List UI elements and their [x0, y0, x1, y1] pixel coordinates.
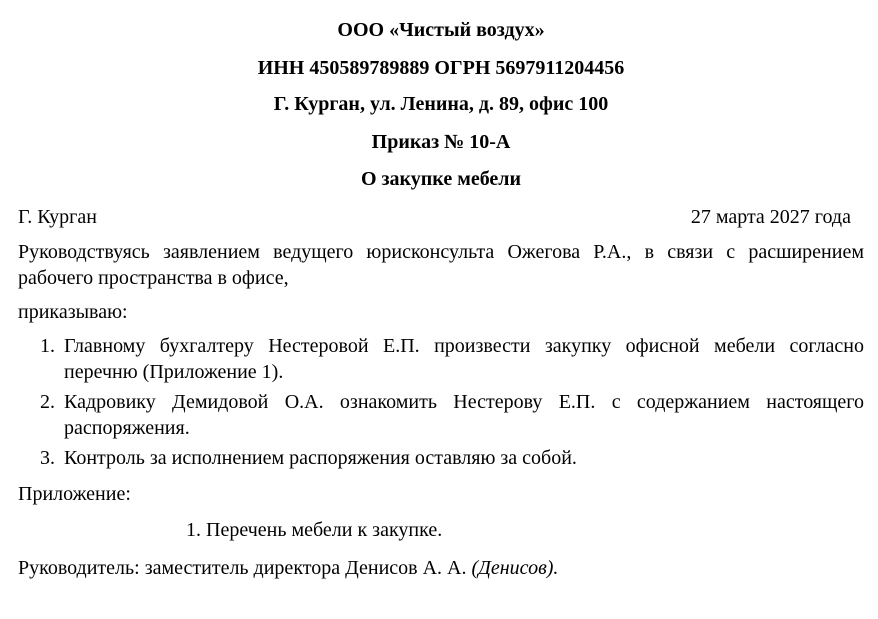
list-item [40, 333, 864, 385]
company-requisites: ИНН 450589789889 ОГРН 5697911204456 [257, 57, 625, 79]
list-item [40, 445, 864, 471]
company-name: ООО «Чистый воздух» [337, 19, 545, 41]
item-text: Кадровику Демидовой О.А. ознакомить Нестерову Е.П. с содержанием настоящего распоряжения. [64, 391, 864, 439]
order-document [18, 18, 864, 581]
item-number: 3. [40, 447, 55, 469]
order-number: Приказ № 10-А [371, 131, 511, 153]
date: 27 марта 2027 года [690, 206, 851, 228]
item-number: 2. [40, 391, 55, 413]
attachments-label: Приложение: [18, 483, 131, 505]
signature-text: Руководитель: заместитель директора Денисов А. А. [18, 557, 467, 579]
item-text: Главному бухгалтеру Нестеровой Е.П. произвести закупку офисной мебели согласно перечню (Приложение 1). [64, 335, 864, 383]
company-address: Г. Курган, ул. Ленина, д. 89, офис 100 [273, 93, 609, 115]
item-number: 1. [40, 335, 55, 357]
attachment-item: 1. Перечень мебели к закупке. [186, 519, 443, 541]
order-items-list [18, 333, 864, 471]
order-word: приказываю: [18, 301, 128, 323]
order-subject: О закупке мебели [360, 168, 522, 190]
city: Г. Курган [18, 206, 97, 228]
list-item [40, 389, 864, 441]
item-text: Контроль за исполнением распоряжения оставляю за собой. [64, 447, 577, 469]
place-date-row [18, 205, 864, 229]
signature-line [18, 555, 864, 581]
preamble: Руководствуясь заявлением ведущего юрисконсульта Ожегова Р.А., в связи с расширением рабочего пространства в офисе, [18, 241, 864, 289]
signature-italic: (Денисов). [471, 557, 559, 579]
